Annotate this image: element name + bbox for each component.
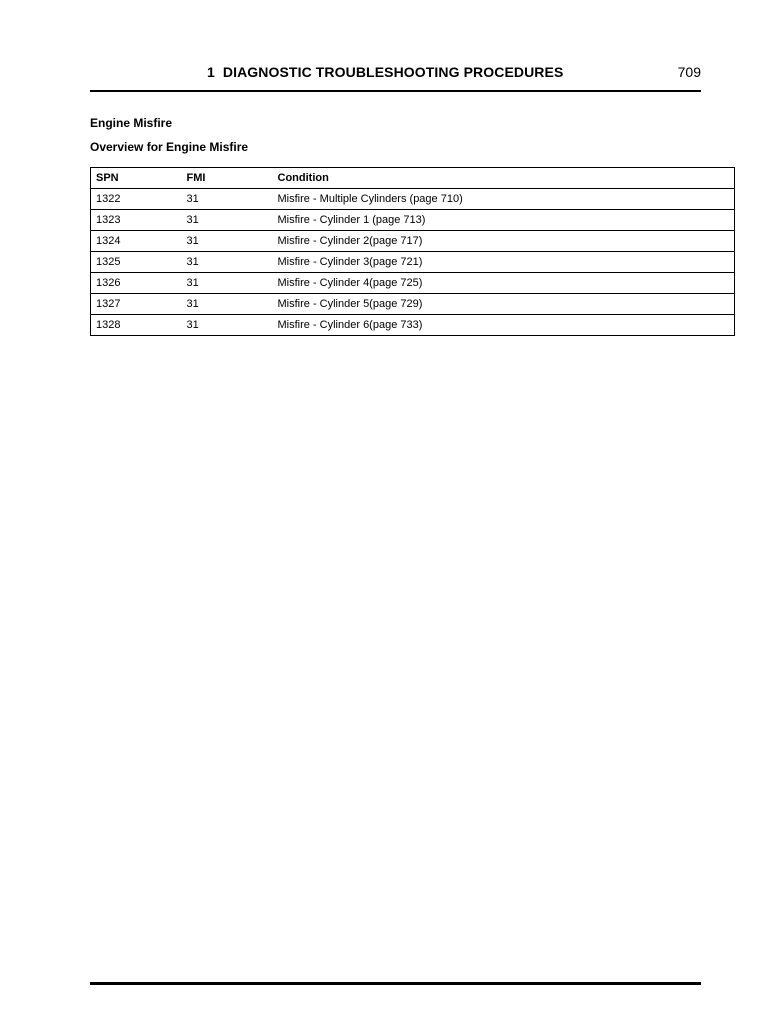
chapter-title-text: DIAGNOSTIC TROUBLESHOOTING PROCEDURES [222,64,564,80]
spn-cell: 1322 [91,189,182,210]
misfire-overview-table [90,167,735,336]
spn-cell: 1328 [91,315,182,336]
fmi-cell: 31 [182,273,273,294]
spn-cell: 1326 [91,273,182,294]
table-row [91,294,735,315]
spn-cell: 1327 [91,294,182,315]
condition-cell[interactable]: Misfire - Cylinder 4(page 725) [273,273,735,294]
condition-cell[interactable]: Misfire - Cylinder 2(page 717) [273,231,735,252]
condition-cell[interactable]: Misfire - Cylinder 5(page 729) [273,294,735,315]
table-row [91,252,735,273]
table-row [91,315,735,336]
table-title: Overview for Engine Misfire [90,140,249,154]
table-row [91,231,735,252]
section-title: Engine Misfire [90,116,173,130]
column-header-fmi: FMI [182,168,273,189]
condition-cell[interactable]: Misfire - Cylinder 3(page 721) [273,252,735,273]
footer-rule [90,982,701,985]
spn-cell: 1323 [91,210,182,231]
spn-cell: 1325 [91,252,182,273]
fmi-cell: 31 [182,210,273,231]
fmi-cell: 31 [182,252,273,273]
fmi-cell: 31 [182,294,273,315]
page-number: 709 [677,64,701,80]
condition-cell[interactable]: Misfire - Multiple Cylinders (page 710) [273,189,735,210]
table-row [91,210,735,231]
fmi-cell: 31 [182,315,273,336]
condition-cell[interactable]: Misfire - Cylinder 6(page 733) [273,315,735,336]
fmi-cell: 31 [182,189,273,210]
chapter-number: 1 [207,64,215,80]
spn-cell: 1324 [91,231,182,252]
column-header-spn: SPN [91,168,182,189]
fmi-cell: 31 [182,231,273,252]
column-header-condition: Condition [273,168,735,189]
table-row [91,189,735,210]
condition-cell[interactable]: Misfire - Cylinder 1 (page 713) [273,210,735,231]
table-header-row [91,168,735,189]
table-row [91,273,735,294]
page-header [90,62,701,92]
chapter-title [207,64,563,80]
